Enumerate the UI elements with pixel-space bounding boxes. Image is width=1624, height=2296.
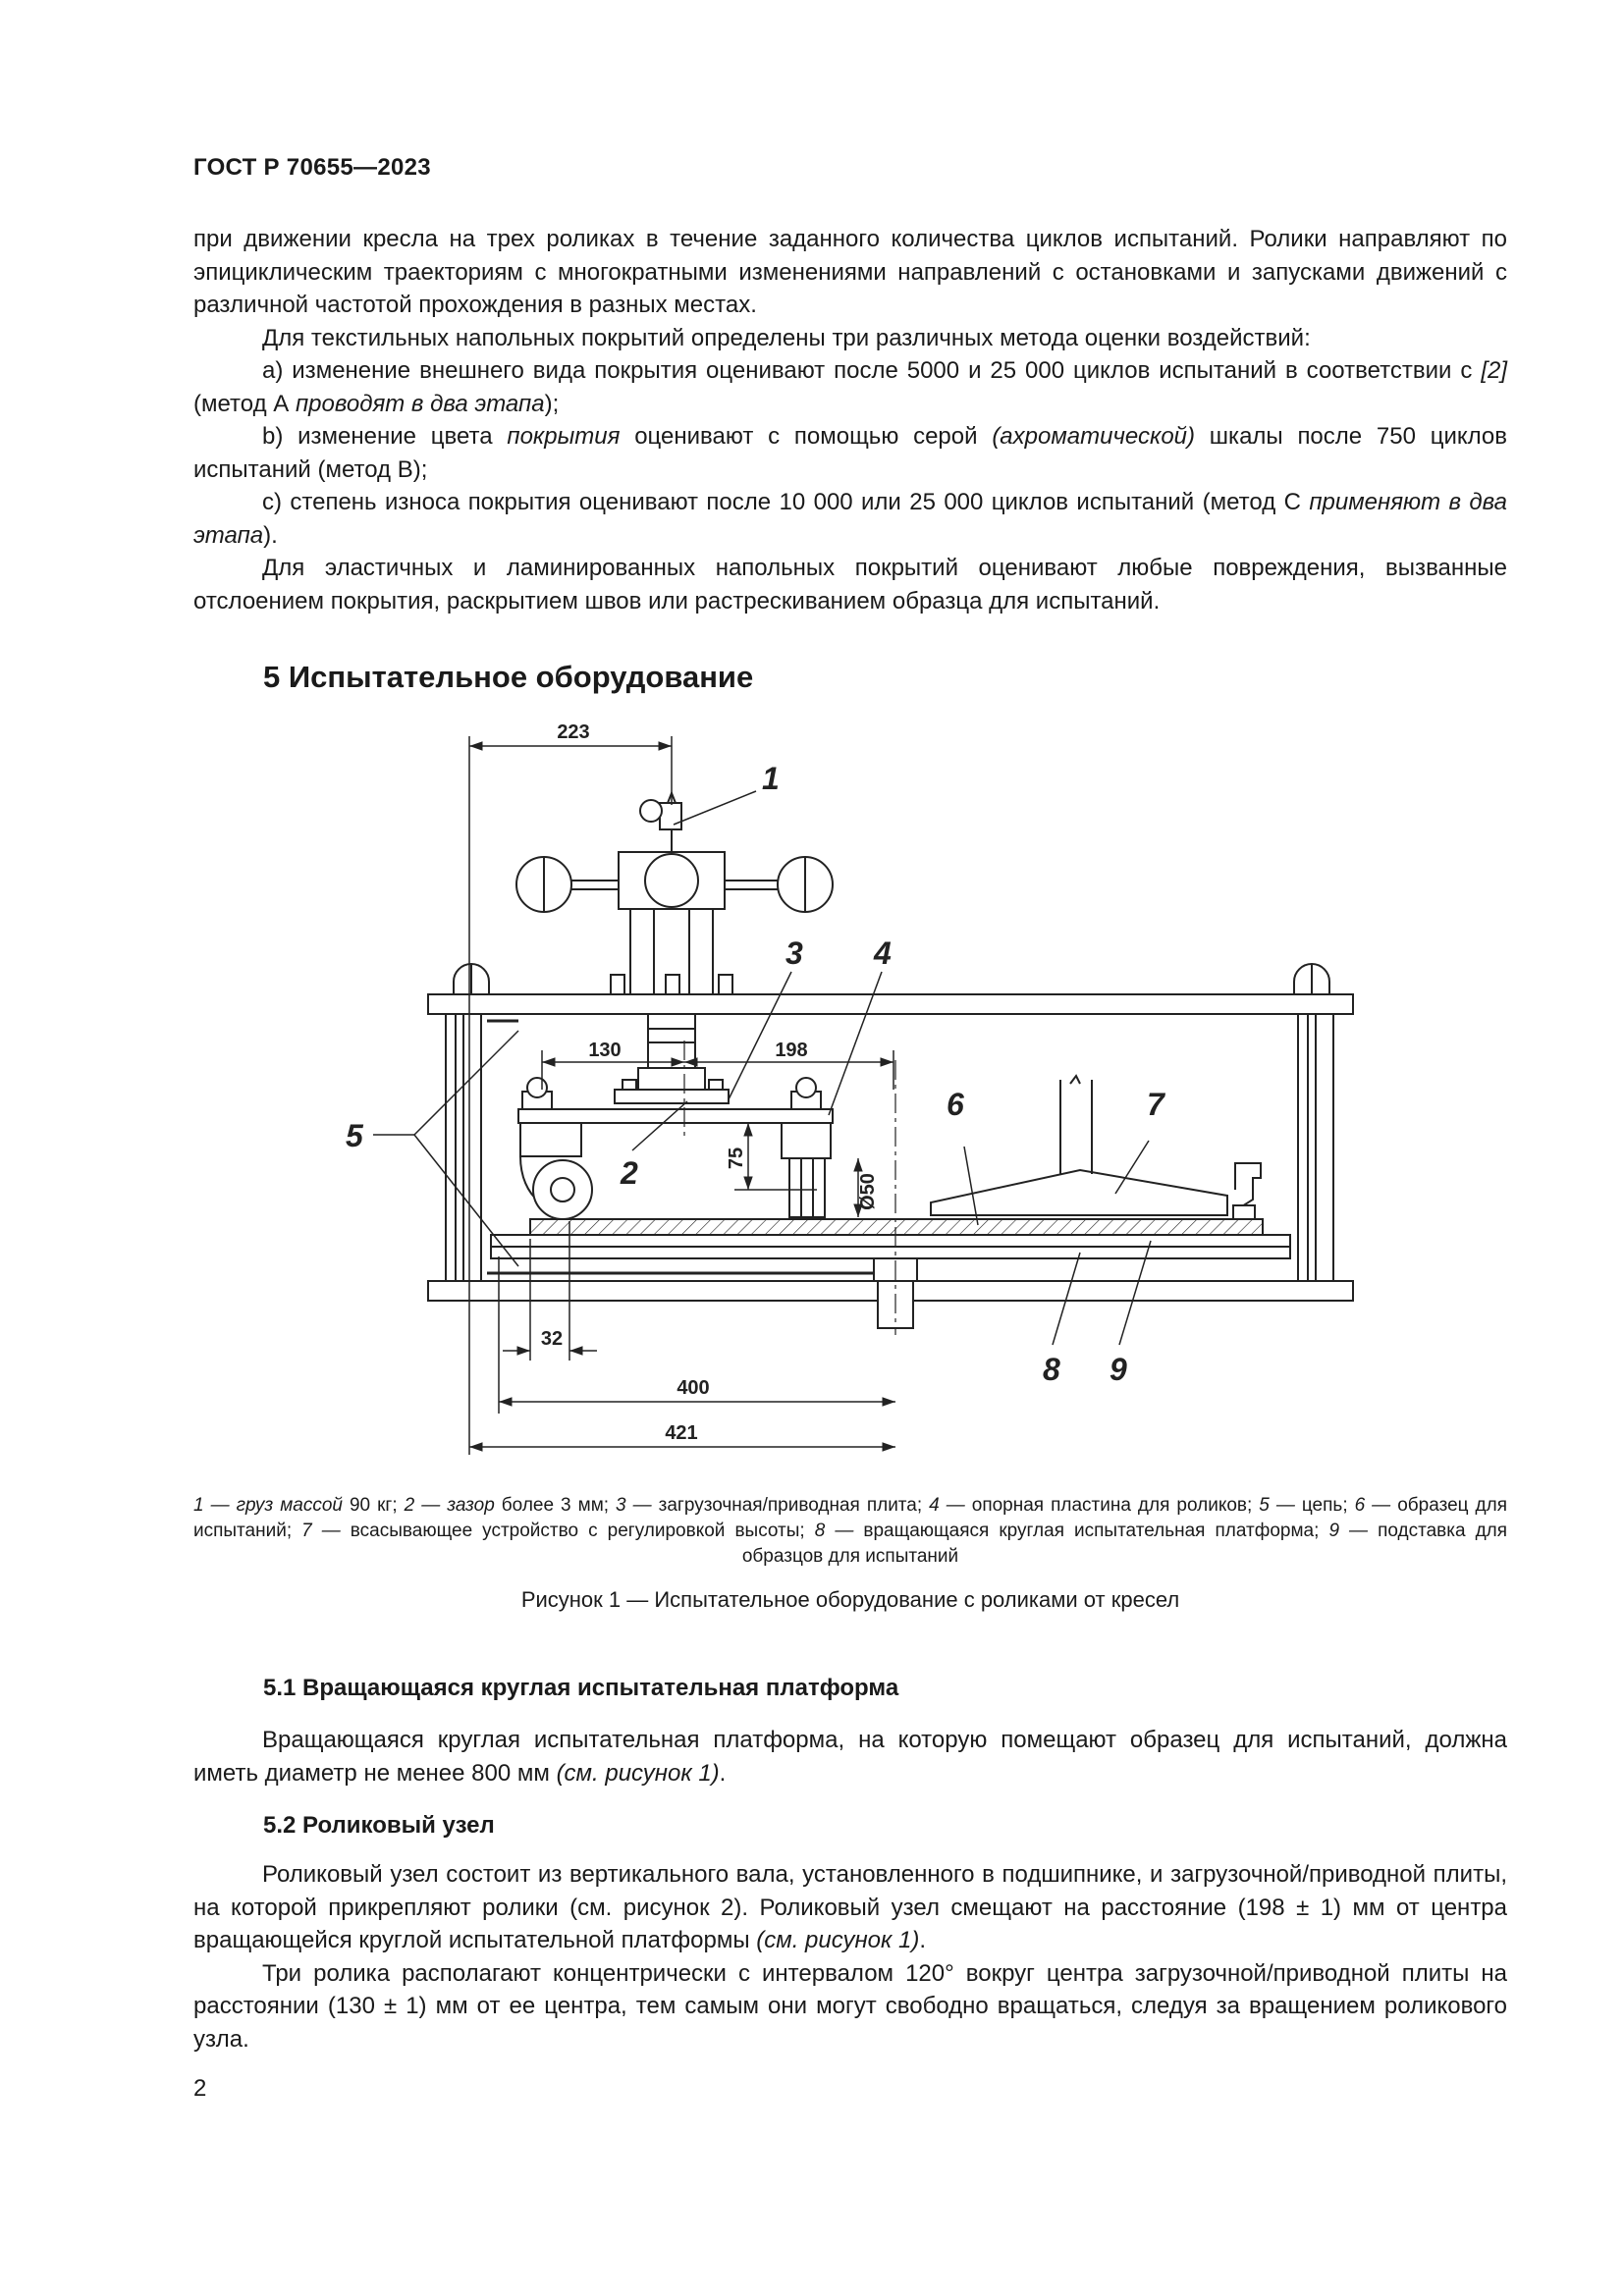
dim-421: 421: [665, 1422, 698, 1444]
section-5-1-paragraph: Вращающаяся круглая испытательная платформа, на которую помещают образец для испытаний, должна иметь диаметр не менее 800 мм (см. рисунок 1).: [193, 1727, 1507, 1787]
callout-4: 4: [874, 935, 892, 971]
section-5-title: 5 Испытательное оборудование: [263, 660, 754, 694]
intro-paragraph-1: при движении кресла на трех роликах в течение заданного количества циклов испытаний. Ролики направляют по эпициклическим траекториям с многократными изменениями направлений с остановками и запусками движений с различной частотой прохождения в разных местах.: [193, 226, 1507, 318]
section-5-2-text: [193, 1858, 1507, 2056]
method-a-item: a) изменение внешнего вида покрытия оценивают после 5000 и 25 000 циклов испытаний в соответствии с [2] (метод А проводят в два этапа);: [193, 357, 1507, 417]
callout-3: 3: [785, 935, 803, 971]
section-5-2-title: 5.2 Роликовый узел: [263, 1812, 495, 1839]
figure-legend: 1 — груз массой 90 кг; 2 — зазор более 3 мм; 3 — загрузочная/приводная плита; 4 — опорная пластина для роликов; 5 — цепь; 6 — образец для испытаний; 7 — всасывающее устройство с регулировкой высоты; 8 — вращающаяся круглая испытательная платформа; 9 — подставка для образцов для испытаний: [193, 1495, 1508, 1567]
dim-198: 198: [775, 1040, 808, 1061]
callout-8: 8: [1043, 1352, 1060, 1387]
callout-6: 6: [947, 1087, 964, 1122]
page-number: 2: [193, 2075, 207, 2102]
method-c-item: c) степень износа покрытия оценивают после 10 000 или 25 000 циклов испытаний (метод С применяют в два этапа).: [193, 489, 1507, 549]
dim-223: 223: [557, 721, 590, 743]
dim-400: 400: [677, 1377, 710, 1399]
figure-caption: Рисунок 1 — Испытательное оборудование с роликами от кресел: [520, 1587, 1180, 1612]
dim-75: 75: [726, 1147, 747, 1170]
callout-5: 5: [346, 1118, 363, 1153]
intro-paragraph-2: Для текстильных напольных покрытий определены три различных метода оценки воздействий:: [262, 324, 1311, 351]
frame-drawing: [428, 793, 1353, 1335]
section-5-1-title: 5.1 Вращающаяся круглая испытательная платформа: [263, 1675, 899, 1701]
dim-32: 32: [540, 1328, 564, 1350]
document-header: ГОСТ Р 70655—2023: [193, 154, 431, 181]
method-b-item: b) изменение цвета покрытия оценивают с помощью серой (ахроматической) шкалы после 750 циклов испытаний (метод В);: [193, 423, 1508, 483]
dim-50: Ø50: [857, 1173, 879, 1210]
callout-2: 2: [621, 1155, 638, 1191]
callout-1: 1: [762, 761, 780, 796]
section-5-2-paragraph-2: Три ролика располагают концентрически с интервалом 120° вокруг центра загрузочной/приводной плиты на расстоянии (130 ± 1) мм от ее центра, тем самым они могут свободно вращаться, следуя за вращением роликового узла.: [193, 1959, 1507, 2053]
callout-9: 9: [1110, 1352, 1127, 1387]
dimension-lines: [373, 736, 1151, 1455]
dim-130: 130: [588, 1040, 622, 1061]
section-5-1-text: [193, 1724, 1507, 1789]
intro-paragraph-3: Для эластичных и ламинированных напольных покрытий оценивают любые повреждения, вызванные отслоением покрытия, раскрытием швов или растрескиванием образца для испытаний.: [193, 555, 1507, 614]
section-5-2-paragraph-1: Роликовый узел состоит из вертикального вала, установленного в подшипнике, и загрузочной/приводной плиты, на которой прикрепляют ролики (см. рисунок 2). Роликовый узел смещают на расстояние (198 ± 1) мм от центра вращающейся круглой испытательной платформы (см. рисунок 1).: [193, 1861, 1507, 1953]
callout-7: 7: [1147, 1087, 1164, 1122]
